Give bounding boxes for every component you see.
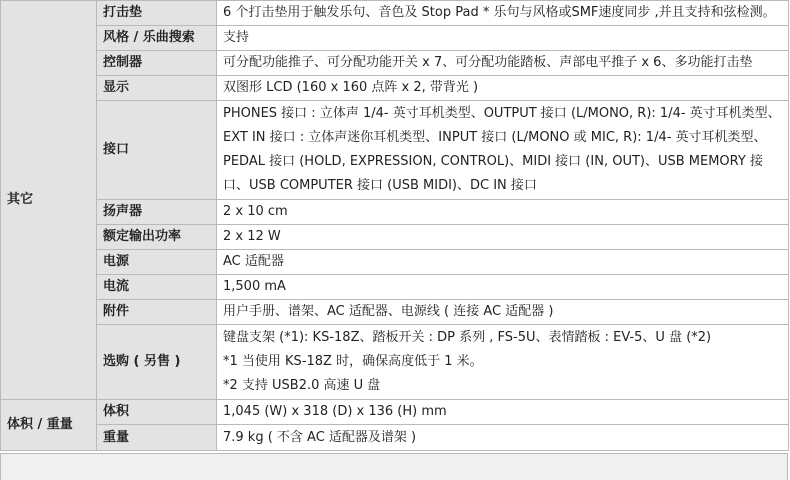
group-volume-weight-label: 体积 / 重量 xyxy=(1,400,97,451)
options-line: *1 当使用 KS-18Z 时，确保高度低于 1 米。 xyxy=(223,354,483,369)
label-dimensions: 体积 xyxy=(97,400,217,425)
label-accessories: 附件 xyxy=(97,300,217,325)
spec-row-accessories xyxy=(1,300,789,325)
ports-line: PHONES 接口 : 立体声 1/4- 英寸耳机类型、OUTPUT 接口 (L/MONO, R): 1/4- 英寸耳机类型、 xyxy=(223,106,781,121)
label-options: 选购 ( 另售 ) xyxy=(97,325,217,400)
value-weight: 7.9 kg ( 不含 AC 适配器及谱架 ) xyxy=(217,425,789,451)
spec-row-style-search xyxy=(1,26,789,51)
spec-row-dimensions xyxy=(1,400,789,425)
value-power: AC 适配器 xyxy=(217,250,789,275)
value-ports xyxy=(217,101,789,200)
value-pads: 6 个打击垫用于触发乐句、音色及 Stop Pad * 乐句与风格或SMF速度同步 ,并且支持和弦检测。 xyxy=(217,1,789,26)
value-display: 双图形 LCD (160 x 160 点阵 x 2, 带背光 ) xyxy=(217,76,789,101)
label-pads: 打击垫 xyxy=(97,1,217,26)
footer-strip xyxy=(0,453,788,480)
value-dimensions: 1,045 (W) x 318 (D) x 136 (H) mm xyxy=(217,400,789,425)
label-current: 电流 xyxy=(97,275,217,300)
value-rated-output: 2 x 12 W xyxy=(217,225,789,250)
value-speakers: 2 x 10 cm xyxy=(217,200,789,225)
label-speakers: 扬声器 xyxy=(97,200,217,225)
label-display: 显示 xyxy=(97,76,217,101)
value-style-search: 支持 xyxy=(217,26,789,51)
value-accessories: 用户手册、谱架、AC 适配器、电源线 ( 连接 AC 适配器 ) xyxy=(217,300,789,325)
spec-row-weight xyxy=(1,425,789,451)
label-ports: 接口 xyxy=(97,101,217,200)
options-line: 键盘支架 (*1): KS-18Z、踏板开关 : DP 系列 , FS-5U、表情踏板 : EV-5、U 盘 (*2) xyxy=(223,330,712,345)
label-style-search: 风格 / 乐曲搜索 xyxy=(97,26,217,51)
label-controllers: 控制器 xyxy=(97,51,217,76)
label-power: 电源 xyxy=(97,250,217,275)
spec-row-options xyxy=(1,325,789,400)
spec-row-current xyxy=(1,275,789,300)
value-current: 1,500 mA xyxy=(217,275,789,300)
spec-row-controllers xyxy=(1,51,789,76)
spec-row-power xyxy=(1,250,789,275)
spec-row-pads xyxy=(1,1,789,26)
spec-row-display xyxy=(1,76,789,101)
label-weight: 重量 xyxy=(97,425,217,451)
value-controllers: 可分配功能推子、可分配功能开关 x 7、可分配功能踏板、声部电平推子 x 6、多功能打击垫 xyxy=(217,51,789,76)
ports-line: 口、USB COMPUTER 接口 (USB MIDI)、DC IN 接口 xyxy=(223,178,537,193)
label-rated-output: 额定输出功率 xyxy=(97,225,217,250)
spec-row-speakers xyxy=(1,200,789,225)
group-other-label: 其它 xyxy=(1,1,97,400)
value-options xyxy=(217,325,789,400)
spec-row-rated-output xyxy=(1,225,789,250)
spec-row-ports xyxy=(1,101,789,200)
ports-line: PEDAL 接口 (HOLD, EXPRESSION, CONTROL)、MIDI 接口 (IN, OUT)、USB MEMORY 接 xyxy=(223,154,763,169)
options-line: *2 支持 USB2.0 高速 U 盘 xyxy=(223,378,381,393)
ports-line: EXT IN 接口 : 立体声迷你耳机类型、INPUT 接口 (L/MONO 或 MIC, R): 1/4- 英寸耳机类型、 xyxy=(223,130,767,145)
